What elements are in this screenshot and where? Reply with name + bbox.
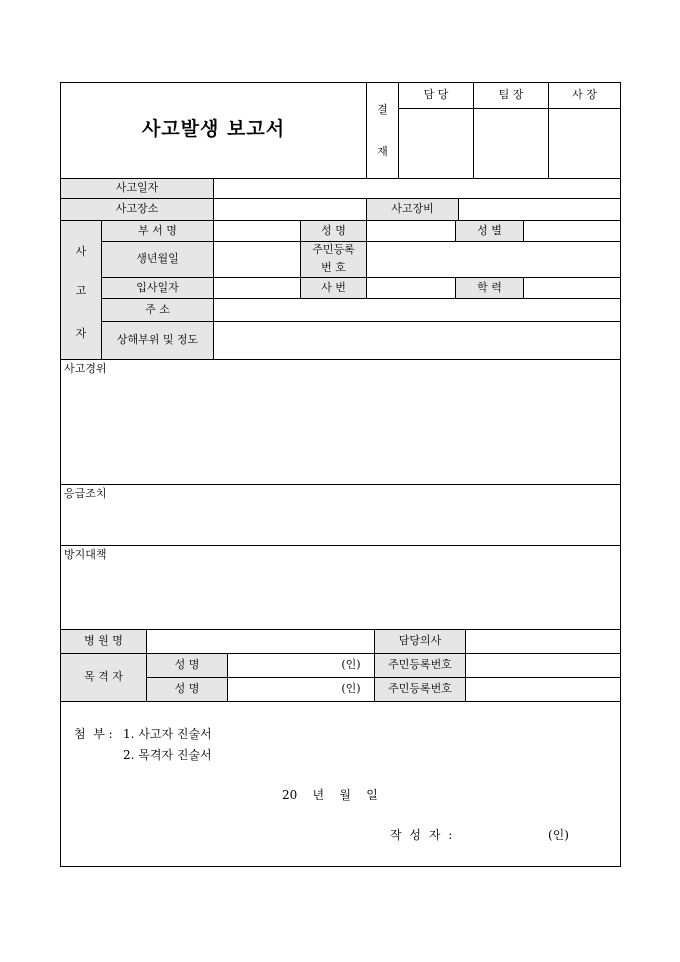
approval-box-president[interactable] (549, 109, 620, 177)
approval-box-staff[interactable] (399, 109, 473, 177)
accident-equipment-field[interactable] (459, 199, 620, 220)
attachment-label: 첨 부 : (74, 727, 117, 741)
resident-no-field[interactable] (367, 242, 620, 277)
resident-no-label-line1: 주민등록 (312, 243, 355, 257)
first-aid-label: 응급조치 (64, 487, 107, 500)
resident-no-label-line2: 번 호 (321, 261, 346, 275)
writer-label: 작 성 자 : (390, 828, 455, 842)
accident-date-field[interactable] (214, 179, 620, 198)
employee-no-label: 사 번 (301, 278, 366, 298)
education-label: 학 력 (456, 278, 523, 298)
writer-seal: (인) (548, 828, 569, 842)
frame-bottom-border (60, 866, 621, 867)
approval-label-top: 결 (377, 102, 388, 116)
witness-label: 목 격 자 (61, 654, 146, 701)
accident-history-label: 사고경위 (64, 362, 107, 375)
hospital-name-field[interactable] (147, 630, 366, 653)
witness-2-resident-label: 주민등록번호 (375, 678, 465, 701)
department-field[interactable] (214, 221, 300, 241)
birth-date-label: 생년월일 (102, 242, 213, 277)
document-title: 사고발생 보고서 (141, 118, 286, 141)
victim-name-field[interactable] (367, 221, 455, 241)
witness-1-name-label: 성 명 (147, 654, 227, 677)
hire-date-label: 입사일자 (102, 278, 213, 298)
employee-no-field[interactable] (367, 278, 455, 298)
gender-field[interactable] (524, 221, 620, 241)
prevention-label: 방지대책 (64, 548, 107, 561)
hire-date-field[interactable] (214, 278, 300, 298)
writer-name-field[interactable] (462, 822, 542, 844)
witness-1-seal: (인) (341, 658, 361, 672)
birth-date-field[interactable] (214, 242, 300, 277)
accident-place-field[interactable] (214, 199, 366, 220)
victim-side-char-1: 사 (75, 244, 87, 258)
victim-name-label: 성 명 (301, 221, 366, 241)
approval-box-team-lead[interactable] (474, 109, 548, 177)
injury-field[interactable] (214, 322, 620, 359)
witness-2-resident-field[interactable] (466, 678, 620, 701)
accident-equipment-label: 사고장비 (367, 199, 458, 220)
address-field[interactable] (214, 299, 620, 321)
hospital-name-label: 병 원 명 (61, 630, 146, 653)
approval-role-staff: 담 당 (423, 88, 449, 102)
accident-date-label: 사고일자 (61, 179, 213, 198)
witness-1-resident-label: 주민등록번호 (375, 654, 465, 677)
victim-side-char-3: 자 (75, 326, 87, 340)
approval-role-president: 사 장 (572, 88, 597, 102)
accident-place-label: 사고장소 (61, 199, 213, 220)
witness-2-seal: (인) (341, 682, 361, 696)
first-aid-area[interactable] (61, 505, 620, 545)
witness-2-name-label: 성 명 (147, 678, 227, 701)
address-label: 주 소 (102, 299, 213, 321)
approval-role-team-lead: 팀 장 (498, 88, 524, 102)
victim-side-char-2: 고 (75, 283, 87, 297)
attachment-item-2: 2. 목격자 진술서 (123, 748, 212, 762)
prevention-area[interactable] (61, 566, 620, 629)
department-label: 부 서 명 (102, 221, 213, 241)
approval-label-bottom: 재 (377, 144, 388, 158)
doctor-label: 담당의사 (375, 630, 465, 653)
accident-history-area[interactable] (61, 380, 620, 484)
report-date-line: 20 년 월 일 (282, 788, 378, 802)
frame-right-border (620, 82, 621, 867)
attachment-item-1: 1. 사고자 진술서 (123, 727, 212, 741)
injury-label: 상해부위 및 정도 (102, 322, 213, 359)
doctor-field[interactable] (466, 630, 620, 653)
gender-label: 성 별 (456, 221, 523, 241)
witness-1-resident-field[interactable] (466, 654, 620, 677)
education-field[interactable] (524, 278, 620, 298)
